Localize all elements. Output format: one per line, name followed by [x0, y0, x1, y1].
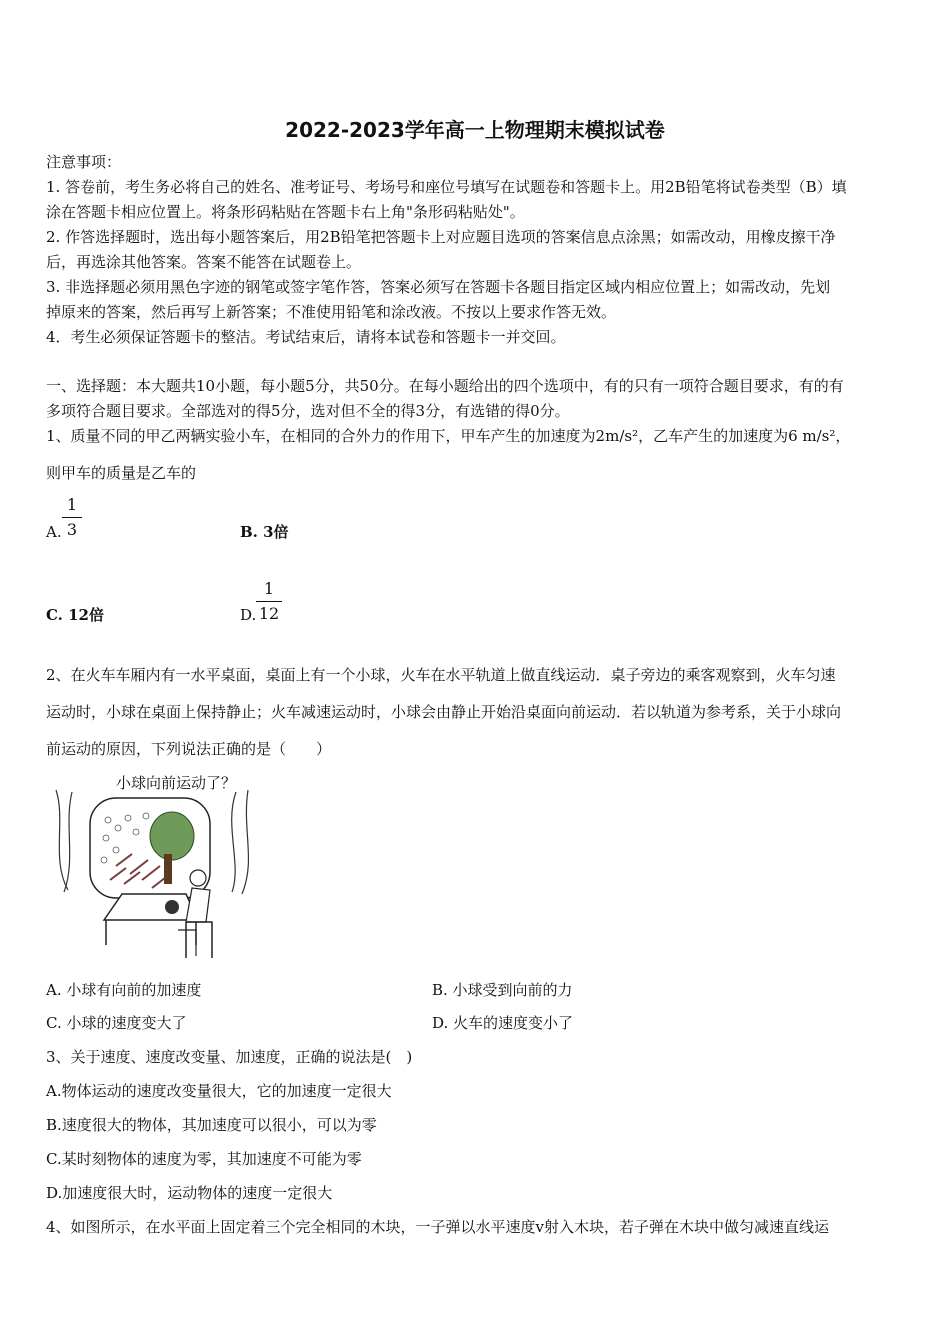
train-passenger-illustration — [46, 770, 266, 960]
section-instructions: 多项符合题目要求。全部选对的得5分，选对但不全的得3分，有选错的得0分。 — [46, 402, 570, 420]
fraction-numerator: 1 — [62, 496, 82, 518]
page-title: 2022-2023学年高一上物理期末模拟试卷 — [285, 118, 665, 142]
q4-stem: 4、如图所示，在水平面上固定着三个完全相同的木块，一子弹以水平速度v射入木块，若子弹在木块中做匀减速直线运 — [46, 1218, 830, 1236]
q2-stem: 运动时，小球在桌面上保持静止；火车减速运动时，小球会由静止开始沿桌面向前运动．若以轨道为参考系，关于小球向 — [46, 703, 842, 721]
figure-caption: 小球向前运动了？ — [116, 774, 237, 792]
q1-option-d-label: D. — [240, 606, 257, 624]
q2-stem: 2、在火车车厢内有一水平桌面，桌面上有一个小球，火车在水平轨道上做直线运动．桌子旁边的乘客观察到，火车匀速 — [46, 666, 836, 684]
q2-option-d: D. 火车的速度变小了 — [432, 1014, 574, 1032]
notice-line: 3. 非选择题必须用黑色字迹的钢笔或签字笔作答，答案必须写在答题卡各题目指定区域内相应位置上；如需改动，先划 — [46, 278, 831, 296]
fraction-denominator: 3 — [66, 520, 78, 539]
q1-option-a-label: A. — [46, 523, 62, 541]
notice-line: 2. 作答选择题时，选出每小题答案后，用2B铅笔把答题卡上对应题目选项的答案信息点涂黑；如需改动，用橡皮擦干净 — [46, 228, 836, 246]
q1-stem: 则甲车的质量是乙车的 — [46, 464, 197, 482]
q3-stem: 3、关于速度、速度改变量、加速度，正确的说法是( ) — [46, 1048, 413, 1066]
notice-line: 涂在答题卡相应位置上。将条形码粘贴在答题卡右上角"条形码粘贴处"。 — [46, 203, 525, 221]
fraction-denominator: 12 — [258, 604, 280, 623]
notice-line: 掉原来的答案，然后再写上新答案；不准使用铅笔和涂改液。不按以上要求作答无效。 — [46, 303, 617, 321]
q1-option-c: C. 12倍 — [46, 606, 104, 624]
q1-option-b: B. 3倍 — [240, 523, 289, 541]
q3-option-d: D.加速度很大时，运动物体的速度一定很大 — [46, 1184, 333, 1202]
q2-option-c: C. 小球的速度变大了 — [46, 1014, 187, 1032]
notice-line: 1. 答卷前，考生务必将自己的姓名、准考证号、考场号和座位号填写在试题卷和答题卡上。用2B铅笔将试卷类型（B）填 — [46, 178, 847, 196]
train-window-figure — [46, 770, 266, 960]
q1-option-a-fraction — [62, 496, 82, 539]
section-instructions: 一、选择题：本大题共10小题，每小题5分，共50分。在每小题给出的四个选项中，有的只有一项符合题目要求，有的有 — [46, 377, 844, 395]
q2-stem: 前运动的原因，下列说法正确的是（ ） — [46, 740, 332, 758]
q1-option-d-fraction — [256, 580, 282, 623]
notice-heading: 注意事项： — [46, 153, 122, 171]
fraction-numerator: 1 — [256, 580, 282, 602]
q3-option-c: C.某时刻物体的速度为零，其加速度不可能为零 — [46, 1150, 362, 1168]
q3-option-a: A.物体运动的速度改变量很大，它的加速度一定很大 — [46, 1082, 392, 1100]
notice-line: 4．考生必须保证答题卡的整洁。考试结束后，请将本试卷和答题卡一并交回。 — [46, 328, 566, 346]
q3-option-b: B.速度很大的物体，其加速度可以很小，可以为零 — [46, 1116, 377, 1134]
q2-option-a: A. 小球有向前的加速度 — [46, 981, 202, 999]
notice-line: 后，再选涂其他答案。答案不能答在试题卷上。 — [46, 253, 362, 271]
q2-option-b: B. 小球受到向前的力 — [432, 981, 573, 999]
q1-stem: 1、质量不同的甲乙两辆实验小车，在相同的合外力的作用下，甲车产生的加速度为2m/s²，乙车产生的加速度为6 m/s²， — [46, 427, 851, 445]
